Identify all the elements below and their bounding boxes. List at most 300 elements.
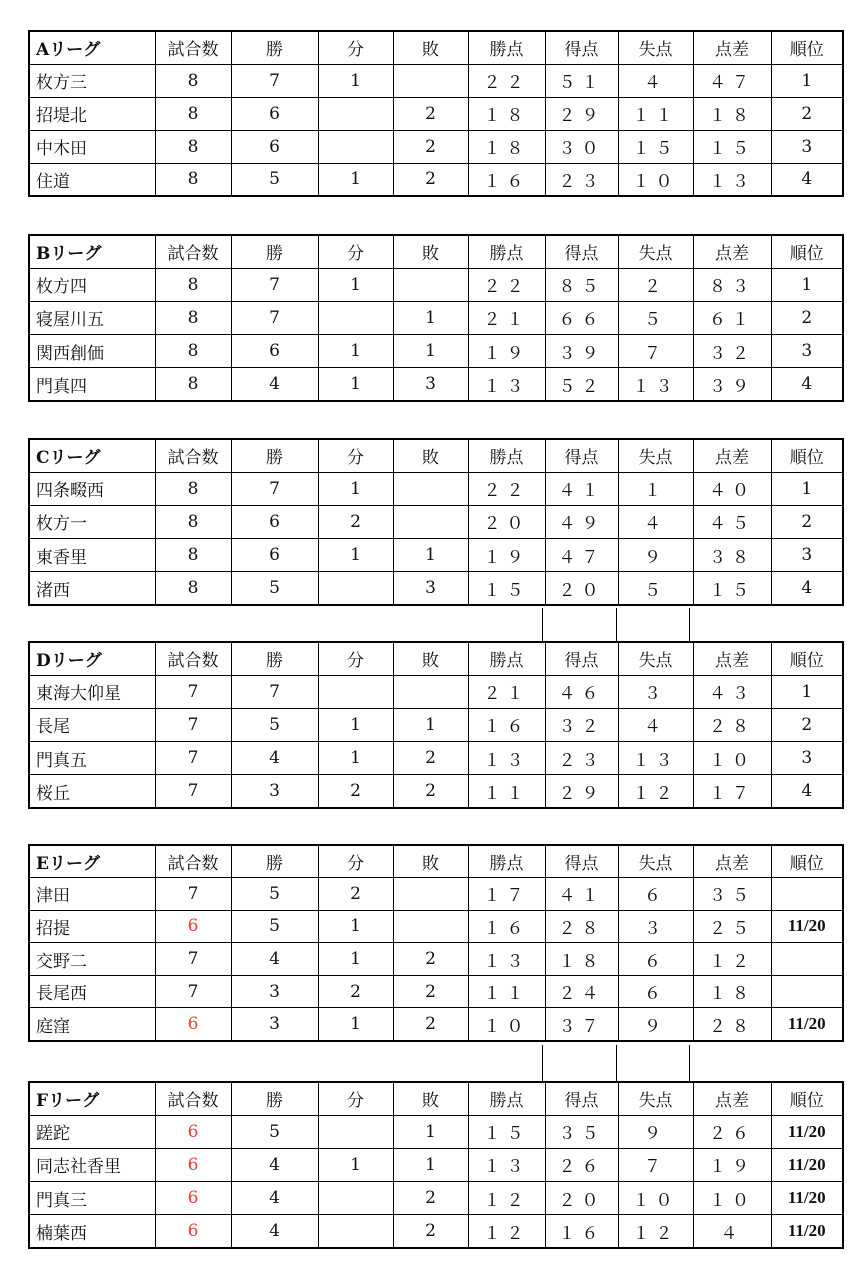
cell-pts: １５ <box>468 1115 545 1148</box>
column-header: 点差 <box>693 235 771 268</box>
cell-ga: ５ <box>618 301 693 334</box>
cell-diff: １０ <box>693 742 771 775</box>
cell-games: 7 <box>155 742 231 775</box>
cell-gf: ３２ <box>545 708 618 741</box>
team-name: 交野二 <box>29 943 155 976</box>
cell-games: 8 <box>155 572 231 605</box>
column-header: 勝 <box>231 235 318 268</box>
column-header: 分 <box>318 31 393 64</box>
column-header: 得点 <box>545 235 618 268</box>
cell-ga: １５ <box>618 130 693 163</box>
team-name: 桜丘 <box>29 775 155 808</box>
header-row <box>29 845 843 878</box>
cell-rank: 4 <box>771 775 843 808</box>
cell-diff: ３８ <box>693 539 771 572</box>
column-header: 点差 <box>693 439 771 472</box>
team-name: 東海大仰星 <box>29 675 155 708</box>
cell-loss <box>393 675 468 708</box>
cell-diff: ２５ <box>693 910 771 943</box>
league-name: Cリーグ <box>29 439 155 472</box>
column-header: 順位 <box>771 439 843 472</box>
table-row <box>29 505 843 538</box>
column-header: 分 <box>318 845 393 878</box>
cell-games: 7 <box>155 675 231 708</box>
table-row <box>29 472 843 505</box>
column-header: 試合数 <box>155 439 231 472</box>
cell-pts: ２１ <box>468 675 545 708</box>
cell-pts: １６ <box>468 910 545 943</box>
cell-loss: 1 <box>393 708 468 741</box>
connector-line <box>616 608 617 641</box>
cell-draw <box>318 1115 393 1148</box>
cell-games: 7 <box>155 878 231 911</box>
cell-loss: 2 <box>393 97 468 130</box>
cell-diff: ４５ <box>693 505 771 538</box>
cell-diff: ３５ <box>693 878 771 911</box>
cell-pts: １２ <box>468 1215 545 1248</box>
cell-pts: １８ <box>468 130 545 163</box>
cell-ga: １２ <box>618 1215 693 1248</box>
cell-win: 7 <box>231 64 318 97</box>
table-row <box>29 975 843 1008</box>
column-header: 順位 <box>771 642 843 675</box>
connector-line <box>689 608 690 641</box>
table-row <box>29 742 843 775</box>
league-name: Aリーグ <box>29 31 155 64</box>
table-row <box>29 775 843 808</box>
cell-pts: １２ <box>468 1182 545 1215</box>
cell-rank: 4 <box>771 572 843 605</box>
cell-win: 5 <box>231 878 318 911</box>
cell-rank: 11/20 <box>771 1148 843 1181</box>
table-row <box>29 878 843 911</box>
cell-gf: ４１ <box>545 878 618 911</box>
cell-games: 8 <box>155 505 231 538</box>
cell-win: 5 <box>231 163 318 196</box>
cell-win: 5 <box>231 910 318 943</box>
column-header: 点差 <box>693 1082 771 1115</box>
column-header: 勝 <box>231 31 318 64</box>
cell-draw <box>318 130 393 163</box>
cell-pts: １１ <box>468 975 545 1008</box>
team-name: 中木田 <box>29 130 155 163</box>
cell-rank: 1 <box>771 268 843 301</box>
cell-draw <box>318 675 393 708</box>
column-header: 得点 <box>545 31 618 64</box>
cell-loss: 2 <box>393 943 468 976</box>
table-row <box>29 910 843 943</box>
cell-gf: ２０ <box>545 1182 618 1215</box>
cell-rank: 1 <box>771 64 843 97</box>
cell-pts: ２２ <box>468 64 545 97</box>
cell-win: 6 <box>231 539 318 572</box>
cell-loss: 2 <box>393 163 468 196</box>
cell-gf: ６６ <box>545 301 618 334</box>
column-header: 失点 <box>618 439 693 472</box>
cell-gf: ５２ <box>545 368 618 401</box>
cell-loss: 1 <box>393 301 468 334</box>
cell-diff: １０ <box>693 1182 771 1215</box>
cell-games: 8 <box>155 268 231 301</box>
team-name: 津田 <box>29 878 155 911</box>
column-header: 得点 <box>545 845 618 878</box>
column-header: 試合数 <box>155 31 231 64</box>
cell-gf: ８５ <box>545 268 618 301</box>
cell-rank: 1 <box>771 675 843 708</box>
cell-diff: ３２ <box>693 335 771 368</box>
cell-pts: １７ <box>468 878 545 911</box>
team-name: 四条畷西 <box>29 472 155 505</box>
cell-rank: 11/20 <box>771 910 843 943</box>
cell-diff: ４０ <box>693 472 771 505</box>
cell-rank <box>771 943 843 976</box>
cell-games: 8 <box>155 539 231 572</box>
table-row <box>29 268 843 301</box>
cell-games: 7 <box>155 775 231 808</box>
team-name: 長尾西 <box>29 975 155 1008</box>
cell-diff: １８ <box>693 97 771 130</box>
cell-win: 6 <box>231 505 318 538</box>
cell-draw: 2 <box>318 775 393 808</box>
cell-diff: １５ <box>693 572 771 605</box>
team-name: 枚方一 <box>29 505 155 538</box>
cell-ga: ２ <box>618 268 693 301</box>
cell-ga: ７ <box>618 335 693 368</box>
column-header: 順位 <box>771 31 843 64</box>
connector-line <box>616 1045 617 1081</box>
cell-diff: １２ <box>693 943 771 976</box>
cell-draw: 1 <box>318 943 393 976</box>
column-header: 点差 <box>693 845 771 878</box>
column-header: 敗 <box>393 439 468 472</box>
cell-ga: ３ <box>618 910 693 943</box>
cell-win: 7 <box>231 268 318 301</box>
cell-ga: ３ <box>618 675 693 708</box>
cell-gf: ２６ <box>545 1148 618 1181</box>
header-row <box>29 642 843 675</box>
cell-diff: １９ <box>693 1148 771 1181</box>
cell-games: 6 <box>155 910 231 943</box>
table-row <box>29 1182 843 1215</box>
cell-games: 8 <box>155 64 231 97</box>
team-name: 招堤北 <box>29 97 155 130</box>
cell-games: 7 <box>155 708 231 741</box>
cell-rank: 11/20 <box>771 1115 843 1148</box>
league-table <box>28 438 844 606</box>
cell-loss <box>393 910 468 943</box>
column-header: 試合数 <box>155 1082 231 1115</box>
cell-win: 4 <box>231 368 318 401</box>
cell-ga: ４ <box>618 708 693 741</box>
cell-pts: １３ <box>468 1148 545 1181</box>
cell-draw <box>318 97 393 130</box>
column-header: 敗 <box>393 845 468 878</box>
cell-rank: 2 <box>771 97 843 130</box>
cell-pts: １６ <box>468 163 545 196</box>
cell-rank: 2 <box>771 708 843 741</box>
column-header: 分 <box>318 439 393 472</box>
table-row <box>29 301 843 334</box>
cell-gf: ２０ <box>545 572 618 605</box>
cell-gf: ４９ <box>545 505 618 538</box>
cell-win: 3 <box>231 775 318 808</box>
cell-pts: １９ <box>468 335 545 368</box>
team-name: 蹉跎 <box>29 1115 155 1148</box>
cell-games: 8 <box>155 472 231 505</box>
cell-ga: ４ <box>618 64 693 97</box>
cell-ga: ４ <box>618 505 693 538</box>
cell-rank: 11/20 <box>771 1215 843 1248</box>
cell-gf: ２３ <box>545 163 618 196</box>
cell-loss <box>393 505 468 538</box>
column-header: 分 <box>318 1082 393 1115</box>
cell-diff: ６１ <box>693 301 771 334</box>
cell-draw <box>318 301 393 334</box>
column-header: 得点 <box>545 1082 618 1115</box>
cell-draw: 1 <box>318 163 393 196</box>
column-header: 勝点 <box>468 235 545 268</box>
cell-loss: 3 <box>393 572 468 605</box>
column-header: 点差 <box>693 31 771 64</box>
cell-diff: ４ <box>693 1215 771 1248</box>
cell-win: 6 <box>231 130 318 163</box>
cell-rank: 11/20 <box>771 1008 843 1041</box>
cell-gf: ３０ <box>545 130 618 163</box>
column-header: 分 <box>318 235 393 268</box>
cell-loss: 2 <box>393 1182 468 1215</box>
cell-diff: １７ <box>693 775 771 808</box>
column-header: 敗 <box>393 642 468 675</box>
table-row <box>29 163 843 196</box>
cell-games: 6 <box>155 1008 231 1041</box>
cell-win: 5 <box>231 708 318 741</box>
cell-games: 8 <box>155 130 231 163</box>
cell-gf: ４１ <box>545 472 618 505</box>
cell-gf: ２９ <box>545 97 618 130</box>
table-row <box>29 368 843 401</box>
cell-draw: 1 <box>318 368 393 401</box>
cell-ga: １１ <box>618 97 693 130</box>
header-row <box>29 439 843 472</box>
cell-rank: 3 <box>771 130 843 163</box>
team-name: 楠葉西 <box>29 1215 155 1248</box>
table-row <box>29 943 843 976</box>
cell-rank: 2 <box>771 505 843 538</box>
cell-rank: 4 <box>771 163 843 196</box>
column-header: 失点 <box>618 642 693 675</box>
column-header: 勝点 <box>468 845 545 878</box>
cell-diff: ３９ <box>693 368 771 401</box>
league-table <box>28 641 844 809</box>
cell-pts: １３ <box>468 943 545 976</box>
cell-ga: ５ <box>618 572 693 605</box>
cell-games: 8 <box>155 301 231 334</box>
team-name: 同志社香里 <box>29 1148 155 1181</box>
cell-games: 6 <box>155 1215 231 1248</box>
cell-rank: 11/20 <box>771 1182 843 1215</box>
column-header: 失点 <box>618 1082 693 1115</box>
column-header: 順位 <box>771 1082 843 1115</box>
cell-loss: 1 <box>393 539 468 572</box>
column-header: 勝 <box>231 1082 318 1115</box>
cell-win: 4 <box>231 1182 318 1215</box>
cell-pts: １０ <box>468 1008 545 1041</box>
cell-draw: 1 <box>318 335 393 368</box>
cell-diff: ２６ <box>693 1115 771 1148</box>
cell-draw <box>318 1215 393 1248</box>
cell-loss: 2 <box>393 1215 468 1248</box>
team-name: 門真三 <box>29 1182 155 1215</box>
cell-loss <box>393 268 468 301</box>
table-row <box>29 1215 843 1248</box>
team-name: 庭窪 <box>29 1008 155 1041</box>
cell-win: 7 <box>231 472 318 505</box>
team-name: 門真四 <box>29 368 155 401</box>
column-header: 得点 <box>545 642 618 675</box>
cell-pts: １８ <box>468 97 545 130</box>
cell-gf: ４７ <box>545 539 618 572</box>
cell-games: 7 <box>155 975 231 1008</box>
cell-pts: ２２ <box>468 268 545 301</box>
connector-line <box>689 1045 690 1081</box>
cell-loss: 2 <box>393 975 468 1008</box>
cell-win: 6 <box>231 97 318 130</box>
cell-win: 7 <box>231 301 318 334</box>
cell-diff: １５ <box>693 130 771 163</box>
column-header: 勝 <box>231 439 318 472</box>
cell-pts: １１ <box>468 775 545 808</box>
cell-win: 4 <box>231 1148 318 1181</box>
table-row <box>29 708 843 741</box>
league-name: Eリーグ <box>29 845 155 878</box>
cell-draw: 1 <box>318 1148 393 1181</box>
cell-rank <box>771 878 843 911</box>
cell-loss <box>393 64 468 97</box>
cell-draw: 1 <box>318 539 393 572</box>
cell-gf: ４６ <box>545 675 618 708</box>
header-row <box>29 235 843 268</box>
cell-games: 8 <box>155 368 231 401</box>
cell-pts: ２０ <box>468 505 545 538</box>
cell-ga: ６ <box>618 943 693 976</box>
column-header: 試合数 <box>155 642 231 675</box>
table-row <box>29 1115 843 1148</box>
cell-win: 6 <box>231 335 318 368</box>
cell-gf: ２８ <box>545 910 618 943</box>
column-header: 勝点 <box>468 439 545 472</box>
cell-pts: １３ <box>468 742 545 775</box>
team-name: 招提 <box>29 910 155 943</box>
team-name: 門真五 <box>29 742 155 775</box>
cell-ga: １０ <box>618 163 693 196</box>
cell-draw: 1 <box>318 64 393 97</box>
cell-rank <box>771 975 843 1008</box>
cell-rank: 1 <box>771 472 843 505</box>
team-name: 渚西 <box>29 572 155 605</box>
column-header: 順位 <box>771 845 843 878</box>
cell-loss: 2 <box>393 130 468 163</box>
connector-line <box>542 608 543 641</box>
column-header: 勝点 <box>468 642 545 675</box>
cell-games: 8 <box>155 163 231 196</box>
cell-loss <box>393 472 468 505</box>
column-header: 点差 <box>693 642 771 675</box>
cell-ga: ９ <box>618 1115 693 1148</box>
table-row <box>29 675 843 708</box>
cell-ga: １２ <box>618 775 693 808</box>
cell-pts: １３ <box>468 368 545 401</box>
cell-games: 8 <box>155 335 231 368</box>
cell-ga: ７ <box>618 1148 693 1181</box>
cell-gf: ２９ <box>545 775 618 808</box>
cell-gf: ３５ <box>545 1115 618 1148</box>
cell-draw: 1 <box>318 472 393 505</box>
team-name: 関西創価 <box>29 335 155 368</box>
cell-games: 6 <box>155 1182 231 1215</box>
cell-gf: ３９ <box>545 335 618 368</box>
cell-draw: 2 <box>318 975 393 1008</box>
cell-diff: ８３ <box>693 268 771 301</box>
table-row <box>29 335 843 368</box>
cell-gf: ５１ <box>545 64 618 97</box>
league-name: Bリーグ <box>29 235 155 268</box>
column-header: 得点 <box>545 439 618 472</box>
cell-win: 3 <box>231 1008 318 1041</box>
cell-ga: ９ <box>618 539 693 572</box>
cell-win: 4 <box>231 742 318 775</box>
league-name: Fリーグ <box>29 1082 155 1115</box>
cell-rank: 2 <box>771 301 843 334</box>
cell-rank: 3 <box>771 335 843 368</box>
cell-diff: ４３ <box>693 675 771 708</box>
column-header: 試合数 <box>155 235 231 268</box>
cell-pts: ２１ <box>468 301 545 334</box>
table-row <box>29 539 843 572</box>
cell-pts: １５ <box>468 572 545 605</box>
column-header: 勝 <box>231 642 318 675</box>
cell-draw: 2 <box>318 878 393 911</box>
cell-loss: 1 <box>393 335 468 368</box>
column-header: 失点 <box>618 235 693 268</box>
cell-loss: 2 <box>393 775 468 808</box>
cell-draw: 1 <box>318 268 393 301</box>
column-header: 試合数 <box>155 845 231 878</box>
cell-draw <box>318 572 393 605</box>
team-name: 寝屋川五 <box>29 301 155 334</box>
table-row <box>29 64 843 97</box>
team-name: 長尾 <box>29 708 155 741</box>
column-header: 分 <box>318 642 393 675</box>
cell-rank: 3 <box>771 539 843 572</box>
cell-ga: ６ <box>618 878 693 911</box>
header-row <box>29 31 843 64</box>
cell-ga: ９ <box>618 1008 693 1041</box>
cell-ga: １３ <box>618 368 693 401</box>
cell-draw: 2 <box>318 505 393 538</box>
column-header: 勝 <box>231 845 318 878</box>
column-header: 失点 <box>618 845 693 878</box>
cell-pts: ２２ <box>468 472 545 505</box>
cell-games: 6 <box>155 1115 231 1148</box>
cell-win: 7 <box>231 675 318 708</box>
cell-win: 4 <box>231 1215 318 1248</box>
header-row <box>29 1082 843 1115</box>
cell-loss: 2 <box>393 742 468 775</box>
cell-win: 3 <box>231 975 318 1008</box>
table-row <box>29 1008 843 1041</box>
team-name: 枚方三 <box>29 64 155 97</box>
cell-pts: １６ <box>468 708 545 741</box>
